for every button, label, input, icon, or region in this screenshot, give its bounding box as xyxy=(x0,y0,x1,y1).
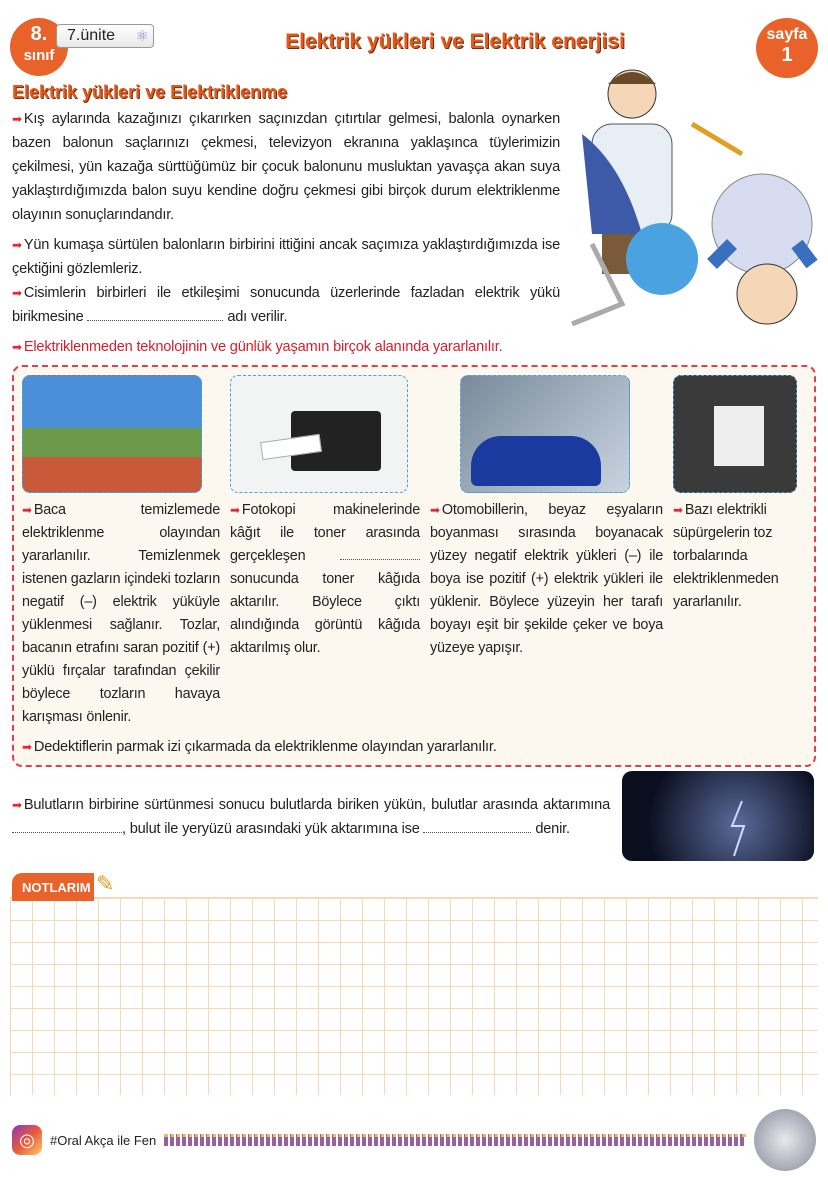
instagram-icon[interactable]: ◎ xyxy=(12,1125,42,1155)
paragraph-3 xyxy=(12,281,560,329)
example-car-painting xyxy=(430,375,663,660)
arrow-icon: ➡ xyxy=(430,503,440,517)
clouds-text: , bulut ile yeryüzü arasındaki yük aktarımına ise xyxy=(122,821,420,837)
example-text: Bazı elektrikli süpürgelerin toz torbalarında elektriklenmeden yararlanılır. xyxy=(673,502,779,610)
example-text: Otomobillerin, beyaz eşyaların boyanması sırasında boyanacak yüzey negatif elektrik yükleri (–) ile boya ise pozitif (+) elektrik yükleri ile yüklenir. Böylece yüzeyin her tarafı boyayı eşit bir şekilde çeker ve boya yüzeye yapışır. xyxy=(430,502,663,656)
paragraph-text: Yün kumaşa sürtülen balonların birbirini ittiğini ancak saçımıza yaklaştırdığımızda ise çektiğini gözlemleriz. xyxy=(12,237,560,277)
notes-section xyxy=(12,873,816,1095)
footer xyxy=(12,1109,816,1177)
chimney-cleaning-photo xyxy=(22,375,202,493)
examples-row xyxy=(22,375,806,729)
highlight-content: Elektriklenmeden teknolojinin ve günlük yaşamın birçok alanında yararlanılır. xyxy=(23,339,503,355)
fill-blank[interactable] xyxy=(423,821,531,833)
fill-blank[interactable] xyxy=(12,821,122,833)
arrow-icon: ➡ xyxy=(22,503,32,517)
unit-text: 7.ünite xyxy=(67,27,116,44)
footer-divider xyxy=(164,1134,746,1146)
detective-content: Dedektiflerin parmak izi çıkarmada da elektriklenme olayından yararlanılır. xyxy=(33,739,497,755)
fill-blank[interactable] xyxy=(87,309,223,321)
grade-label: sınıf xyxy=(23,47,55,64)
pencil-icon: ✎ xyxy=(96,871,115,896)
arrow-icon: ➡ xyxy=(12,112,22,126)
clouds-paragraph xyxy=(12,793,610,841)
examples-box xyxy=(12,365,816,767)
notes-label: NOTLARIM xyxy=(12,873,94,901)
arrow-icon: ➡ xyxy=(230,503,240,517)
clouds-row xyxy=(12,771,816,861)
example-text: Fotokopi makinelerinde kâğıt ile toner arasında gerçekleşen xyxy=(230,502,420,564)
paragraph-text: Cisimlerin birbirleri ile etkileşimi sonucunda üzerlerinde fazladan elektrik yükü birikmesine xyxy=(12,285,560,325)
paragraph-text: adı verilir. xyxy=(227,309,288,325)
fill-blank[interactable] xyxy=(340,548,420,560)
example-text: Baca temizlemede elektriklenme olayından yararlanılır. Temizlenmek istenen gazların içindeki tozların negatif (–) elektrik yüküyle yüklenmesi sağlanır. Tozlar, bacanın etrafını saran pozitif (+) yüklü fırçalar tarafından çekilir böylece tozların havaya karışması önlenir. xyxy=(22,502,220,725)
page-label: sayfa xyxy=(766,26,808,43)
notes-grid[interactable] xyxy=(10,897,818,1095)
clouds-text: denir. xyxy=(535,821,570,837)
arrow-icon: ➡ xyxy=(673,503,683,517)
photocopier-photo xyxy=(230,375,408,493)
arrow-icon: ➡ xyxy=(22,740,32,754)
example-text: sonucunda toner kâğıda aktarılır. Böylece çıktı alındığında görüntü kâğıda aktarılmış olur. xyxy=(230,571,420,656)
page-title: Elektrik yükleri ve Elektrik enerjisi xyxy=(285,30,625,53)
section-title: Elektrik yükleri ve Elektriklenme xyxy=(12,82,288,102)
intro-column xyxy=(12,107,560,329)
atom-icon: ⚛ xyxy=(135,28,149,45)
arrow-icon: ➡ xyxy=(12,798,22,812)
footer-handle[interactable]: #Oral Akça ile Fen xyxy=(50,1132,157,1148)
arrow-icon: ➡ xyxy=(12,238,22,252)
example-chimney xyxy=(22,375,220,729)
lightning-photo xyxy=(622,771,814,861)
arrow-icon: ➡ xyxy=(12,286,22,300)
car-painting-photo xyxy=(460,375,630,493)
example-vacuum xyxy=(673,375,803,614)
page-number: 1 xyxy=(781,44,793,66)
highlight-text xyxy=(12,335,816,359)
arrow-icon: ➡ xyxy=(12,340,22,354)
grade-number: 8. xyxy=(30,23,48,45)
paragraph-1 xyxy=(12,107,560,227)
vacuum-bag-photo xyxy=(673,375,797,493)
ulti-logo xyxy=(754,1109,816,1171)
paragraph-text: Kış aylarında kazağınızı çıkarırken saçınızdan çıtırtılar gelmesi, balonla oynarken bazen balonun saçlarınızı çekmesi, televizyon ekranına yaklaşınca tüylerimizin çekilmesi, yün kazağa sürttüğümüz bir çocuk balonunu musluktan yavaşça akan suya yaklaştırdığımızda balon suyu kendine doğru çekmesi gibi birçok durum elektriklenme olayının sonuçlarındandır. xyxy=(12,111,560,223)
clouds-text: Bulutların birbirine sürtünmesi sonucu bulutlarda biriken yükün, bulutlar arasında aktarımına xyxy=(23,797,610,813)
paragraph-2 xyxy=(12,233,560,281)
example-photocopier xyxy=(230,375,420,660)
detective-text xyxy=(22,735,806,759)
